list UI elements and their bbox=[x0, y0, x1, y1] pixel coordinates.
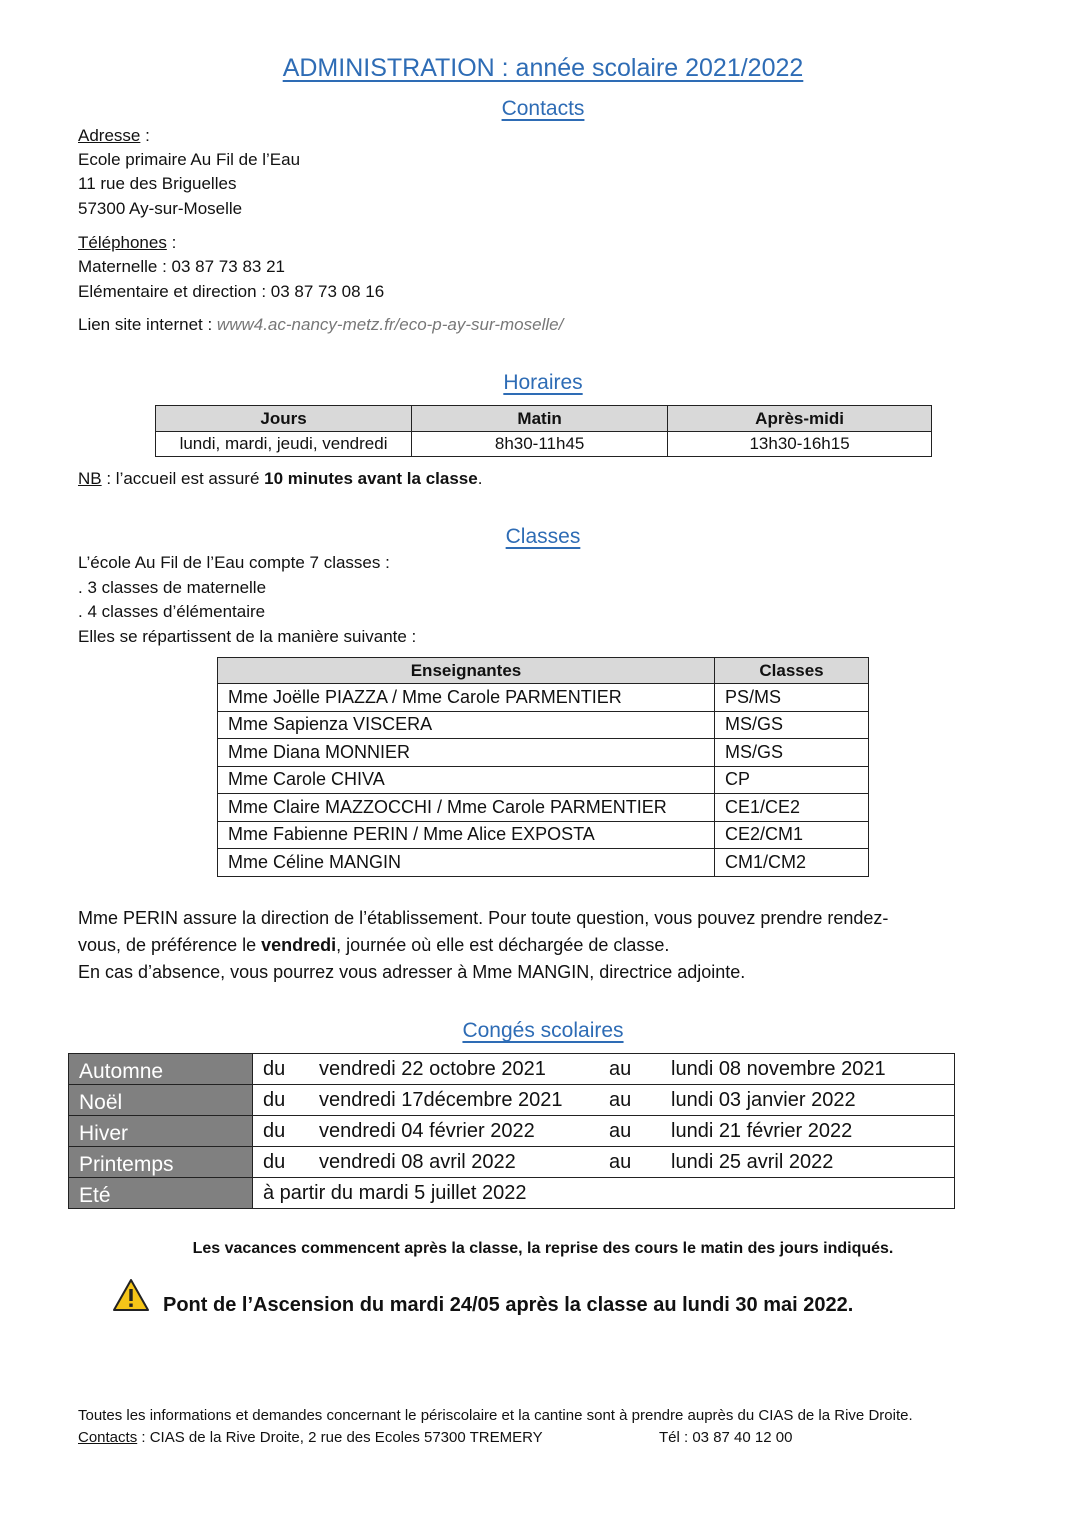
table-row bbox=[218, 766, 869, 794]
column-header: Enseignantes bbox=[218, 658, 715, 684]
nb-end: . bbox=[477, 469, 483, 488]
holiday-dates-cell bbox=[253, 1054, 955, 1085]
direction-line bbox=[78, 932, 669, 959]
conges-heading: Congés scolaires bbox=[462, 1019, 624, 1042]
teacher-cell: Mme Carole CHIVA bbox=[218, 766, 715, 794]
footer-tel: Tél : 03 87 40 12 00 bbox=[659, 1429, 793, 1446]
column-header: Jours bbox=[156, 406, 412, 432]
classes-intro-line: L’école Au Fil de l’Eau compte 7 classes : bbox=[78, 553, 390, 572]
table-row bbox=[218, 849, 869, 877]
classes-intro-line: . 4 classes d’élémentaire bbox=[78, 602, 266, 621]
table-row bbox=[218, 739, 869, 767]
hours-table bbox=[155, 405, 932, 457]
address-label: Adresse bbox=[78, 126, 141, 145]
season-cell: Hiver bbox=[69, 1116, 253, 1147]
au-label: au bbox=[609, 1119, 632, 1142]
address-line: 11 rue des Briguelles bbox=[78, 174, 237, 193]
direction-line: Mme PERIN assure la direction de l’établissement. Pour toute question, vous pouvez prendre rendez- bbox=[78, 908, 889, 928]
start-date: vendredi 08 avril 2022 bbox=[319, 1150, 516, 1173]
start-date: vendredi 04 février 2022 bbox=[319, 1119, 535, 1142]
page-title: ADMINISTRATION : année scolaire 2021/2022 bbox=[282, 54, 804, 82]
address-label-line: Adresse : bbox=[78, 126, 150, 145]
warning-triangle-icon bbox=[112, 1278, 150, 1312]
table-row bbox=[69, 1147, 955, 1178]
teacher-cell: Mme Diana MONNIER bbox=[218, 739, 715, 767]
site-label: Lien site internet : bbox=[78, 315, 217, 334]
address-line: 57300 Ay-sur-Moselle bbox=[78, 199, 243, 218]
class-cell: CE2/CM1 bbox=[715, 821, 869, 849]
start-date: vendredi 17décembre 2021 bbox=[319, 1088, 563, 1111]
du-label: du bbox=[263, 1119, 286, 1142]
direction-text: , journée où elle est déchargée de classe. bbox=[336, 935, 670, 955]
table-cell: 13h30-16h15 bbox=[668, 432, 932, 457]
teacher-cell: Mme Sapienza VISCERA bbox=[218, 711, 715, 739]
end-date: lundi 21 février 2022 bbox=[671, 1119, 853, 1142]
class-cell: CP bbox=[715, 766, 869, 794]
holiday-dates-cell bbox=[253, 1147, 955, 1178]
table-row bbox=[218, 794, 869, 822]
holidays-note: Les vacances commencent après la classe, la reprise des cours le matin des jours indiqués. bbox=[192, 1240, 894, 1257]
phone-line: Maternelle : 03 87 73 83 21 bbox=[78, 257, 285, 276]
horaires-heading: Horaires bbox=[503, 371, 583, 394]
footer-contacts-label: Contacts bbox=[78, 1429, 138, 1446]
table-row bbox=[69, 1085, 955, 1116]
footer-contacts-text: : CIAS de la Rive Droite, 2 rue des Ecoles 57300 TREMERY bbox=[137, 1429, 543, 1446]
site-line bbox=[78, 313, 563, 338]
nb-bold: 10 minutes avant la classe bbox=[264, 469, 478, 488]
teacher-cell: Mme Céline MANGIN bbox=[218, 849, 715, 877]
nb-text: : l’accueil est assuré bbox=[101, 469, 265, 488]
au-label: au bbox=[609, 1057, 632, 1080]
holidays-table bbox=[68, 1053, 955, 1209]
direction-bold: vendredi bbox=[261, 935, 337, 955]
du-label: du bbox=[263, 1057, 286, 1080]
class-cell: MS/GS bbox=[715, 739, 869, 767]
classes-intro-line: Elles se répartissent de la manière suivante : bbox=[78, 627, 417, 646]
classes-table bbox=[217, 657, 869, 877]
du-label: du bbox=[263, 1088, 286, 1111]
classes-heading: Classes bbox=[505, 525, 581, 548]
table-header-row bbox=[156, 406, 932, 432]
end-date: lundi 03 janvier 2022 bbox=[671, 1088, 856, 1111]
au-label: au bbox=[609, 1150, 632, 1173]
table-header-row bbox=[218, 658, 869, 684]
teacher-cell: Mme Joëlle PIAZZA / Mme Carole PARMENTIER bbox=[218, 684, 715, 712]
ascension-notice: Pont de l’Ascension du mardi 24/05 après la classe au lundi 30 mai 2022. bbox=[163, 1294, 854, 1316]
phones-label-line: Téléphones : bbox=[78, 233, 177, 252]
holiday-dates-cell bbox=[253, 1085, 955, 1116]
classes-intro-line: . 3 classes de maternelle bbox=[78, 578, 267, 597]
direction-text: vous, de préférence le bbox=[78, 935, 262, 955]
column-header: Classes bbox=[715, 658, 869, 684]
end-date: lundi 08 novembre 2021 bbox=[671, 1057, 886, 1080]
column-header: Après-midi bbox=[668, 406, 932, 432]
direction-line: En cas d’absence, vous pourrez vous adresser à Mme MANGIN, directrice adjointe. bbox=[78, 962, 746, 982]
phones-label: Téléphones bbox=[78, 233, 167, 252]
class-cell: CM1/CM2 bbox=[715, 849, 869, 877]
summer-cell: à partir du mardi 5 juillet 2022 bbox=[253, 1178, 955, 1209]
holiday-dates-cell bbox=[253, 1116, 955, 1147]
season-cell: Printemps bbox=[69, 1147, 253, 1178]
footer-contacts bbox=[78, 1427, 543, 1449]
teacher-cell: Mme Claire MAZZOCCHI / Mme Carole PARMENTIER bbox=[218, 794, 715, 822]
teacher-cell: Mme Fabienne PERIN / Mme Alice EXPOSTA bbox=[218, 821, 715, 849]
end-date: lundi 25 avril 2022 bbox=[671, 1150, 834, 1173]
season-cell: Noël bbox=[69, 1085, 253, 1116]
table-cell: 8h30-11h45 bbox=[412, 432, 668, 457]
class-cell: MS/GS bbox=[715, 711, 869, 739]
season-cell: Automne bbox=[69, 1054, 253, 1085]
phone-line: Elémentaire et direction : 03 87 73 08 16 bbox=[78, 282, 385, 301]
nb-note bbox=[78, 467, 482, 492]
table-row bbox=[218, 821, 869, 849]
table-row bbox=[69, 1116, 955, 1147]
table-row bbox=[69, 1054, 955, 1085]
column-header: Matin bbox=[412, 406, 668, 432]
site-link[interactable]: www4.ac-nancy-metz.fr/eco-p-ay-sur-moselle/ bbox=[216, 315, 564, 334]
table-row bbox=[218, 684, 869, 712]
start-date: vendredi 22 octobre 2021 bbox=[319, 1057, 546, 1080]
season-cell: Eté bbox=[69, 1178, 253, 1209]
address-line: Ecole primaire Au Fil de l’Eau bbox=[78, 150, 301, 169]
class-cell: PS/MS bbox=[715, 684, 869, 712]
contacts-heading: Contacts bbox=[501, 97, 585, 120]
nb-label: NB bbox=[78, 469, 102, 488]
du-label: du bbox=[263, 1150, 286, 1173]
table-cell: lundi, mardi, jeudi, vendredi bbox=[156, 432, 412, 457]
table-row bbox=[69, 1178, 955, 1209]
au-label: au bbox=[609, 1088, 632, 1111]
table-row bbox=[156, 432, 932, 457]
class-cell: CE1/CE2 bbox=[715, 794, 869, 822]
footer-line: Toutes les informations et demandes concernant le périscolaire et la cantine sont à prendre auprès du CIAS de la Rive Droite. bbox=[78, 1407, 913, 1424]
table-row bbox=[218, 711, 869, 739]
